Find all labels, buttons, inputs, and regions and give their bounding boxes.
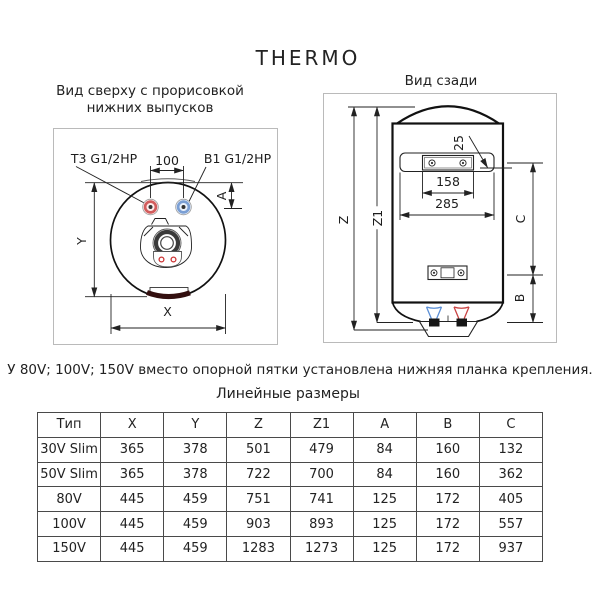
value-cell: 937 bbox=[479, 536, 542, 561]
dim-label-b: В bbox=[511, 293, 527, 303]
dim-label-x: X bbox=[163, 303, 172, 319]
rear-view-title: Вид сзади bbox=[404, 72, 478, 89]
column-header: В bbox=[416, 413, 479, 438]
table-title: Линейные размеры bbox=[216, 386, 360, 402]
value-cell: 125 bbox=[353, 512, 416, 537]
value-cell: 125 bbox=[353, 487, 416, 512]
column-header: Z1 bbox=[290, 413, 353, 438]
value-cell: 362 bbox=[479, 462, 542, 487]
dim-label-z: Z bbox=[335, 215, 351, 225]
hot-port-leader bbox=[76, 167, 148, 206]
model-cell: 80V bbox=[38, 487, 101, 512]
dim-label-y: Y bbox=[73, 236, 89, 245]
dim-label-158: 158 bbox=[436, 173, 460, 189]
value-cell: 405 bbox=[479, 487, 542, 512]
upper-bracket bbox=[400, 153, 494, 172]
mounting-note: У 80V; 100V; 150V вместо опорной пятки установлена нижняя планка крепления. bbox=[7, 362, 593, 378]
value-cell: 751 bbox=[227, 487, 290, 512]
value-cell: 172 bbox=[416, 536, 479, 561]
value-cell: 445 bbox=[101, 512, 164, 537]
column-header: Y bbox=[164, 413, 227, 438]
value-cell: 132 bbox=[479, 437, 542, 462]
value-cell: 459 bbox=[164, 512, 227, 537]
model-cell: 30V Slim bbox=[38, 437, 101, 462]
value-cell: 741 bbox=[290, 487, 353, 512]
value-cell: 172 bbox=[416, 512, 479, 537]
hot-water-port-icon bbox=[143, 199, 159, 215]
table-row bbox=[38, 437, 543, 462]
value-cell: 172 bbox=[416, 487, 479, 512]
value-cell: 459 bbox=[164, 536, 227, 561]
model-cell: 100V bbox=[38, 512, 101, 537]
table-row bbox=[38, 462, 543, 487]
value-cell: 501 bbox=[227, 437, 290, 462]
model-cell: 150V bbox=[38, 536, 101, 561]
column-header: X bbox=[101, 413, 164, 438]
cold-pipe-icon bbox=[427, 307, 442, 319]
column-header: Z bbox=[227, 413, 290, 438]
value-cell: 459 bbox=[164, 487, 227, 512]
table-row bbox=[38, 512, 543, 537]
page-title: THERMO bbox=[255, 46, 361, 70]
dim-label-285: 285 bbox=[435, 195, 459, 211]
value-cell: 722 bbox=[227, 462, 290, 487]
value-cell: 378 bbox=[164, 437, 227, 462]
value-cell: 125 bbox=[353, 536, 416, 561]
value-cell: 445 bbox=[101, 536, 164, 561]
value-cell: 903 bbox=[227, 512, 290, 537]
top-view-title bbox=[40, 83, 260, 116]
support-foot bbox=[420, 322, 478, 337]
top-view-title-line2: нижних выпусков bbox=[86, 99, 214, 116]
value-cell: 700 bbox=[290, 462, 353, 487]
value-cell: 1283 bbox=[227, 536, 290, 561]
dimensions-table-body bbox=[38, 437, 543, 561]
dim-label-z1: Z1 bbox=[372, 207, 385, 230]
value-cell: 365 bbox=[101, 437, 164, 462]
cold-port-label: В1 G1/2HP bbox=[203, 150, 272, 166]
value-cell: 84 bbox=[353, 437, 416, 462]
dimensions-table-head bbox=[38, 413, 543, 438]
value-cell: 1273 bbox=[290, 536, 353, 561]
top-dome bbox=[397, 106, 499, 123]
hot-port-label: Т3 G1/2HP bbox=[70, 150, 138, 166]
cold-water-port-icon bbox=[176, 199, 192, 215]
value-cell: 378 bbox=[164, 462, 227, 487]
table-row bbox=[38, 536, 543, 561]
value-cell: 893 bbox=[290, 512, 353, 537]
value-cell: 160 bbox=[416, 437, 479, 462]
cold-port-leader bbox=[188, 167, 206, 204]
value-cell: 160 bbox=[416, 462, 479, 487]
column-header: А bbox=[353, 413, 416, 438]
dim-label-c: С bbox=[512, 214, 528, 224]
model-cell: 50V Slim bbox=[38, 462, 101, 487]
value-cell: 445 bbox=[101, 487, 164, 512]
dim-label-100: 100 bbox=[155, 152, 179, 168]
value-cell: 84 bbox=[353, 462, 416, 487]
column-header: С bbox=[479, 413, 542, 438]
dimensions-table bbox=[37, 412, 543, 562]
heater-body bbox=[393, 124, 504, 303]
lower-bracket bbox=[428, 266, 467, 280]
column-header: Тип bbox=[38, 413, 101, 438]
value-cell: 557 bbox=[479, 512, 542, 537]
value-cell: 365 bbox=[101, 462, 164, 487]
table-row bbox=[38, 487, 543, 512]
hot-pipe-icon bbox=[454, 307, 469, 319]
dim-label-25: 25 bbox=[450, 135, 466, 151]
tank-outline bbox=[111, 183, 229, 298]
top-view-title-line1: Вид сверху с прорисовкой bbox=[56, 83, 244, 99]
flange-detail bbox=[141, 219, 192, 268]
dim-label-a: А bbox=[213, 191, 229, 200]
value-cell: 479 bbox=[290, 437, 353, 462]
